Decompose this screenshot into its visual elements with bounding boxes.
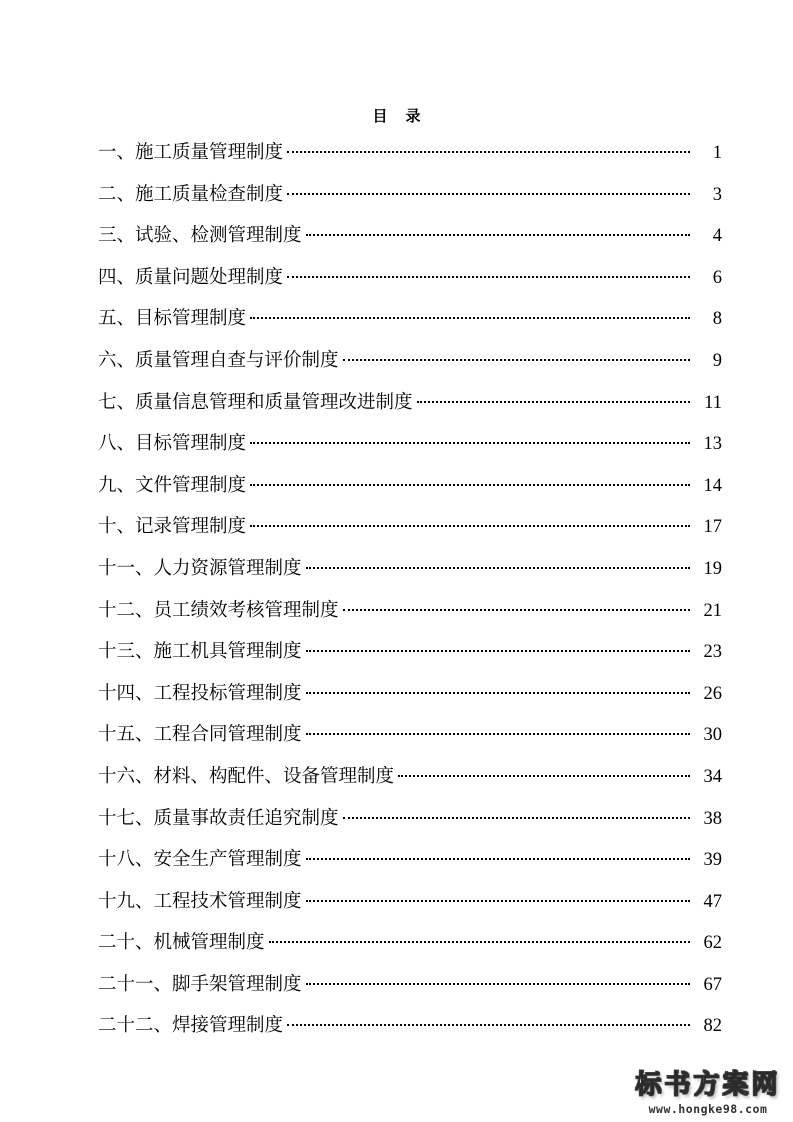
toc-entry[interactable] [98, 762, 722, 804]
toc-entry-label: 一、施工质量管理制度 [98, 142, 284, 163]
toc-entry-label: 十一、人力资源管理制度 [98, 557, 302, 579]
toc-leader [269, 941, 690, 943]
toc-entry-label: 二、施工质量检查制度 [98, 183, 284, 205]
toc-entry[interactable] [98, 1011, 722, 1053]
toc-entry-label: 三、试验、检测管理制度 [98, 225, 302, 247]
toc-entry-page: 39 [703, 850, 722, 871]
toc-entry-label: 十三、施工机具管理制度 [98, 641, 302, 663]
toc-leader [306, 567, 690, 569]
toc-leader [250, 484, 690, 486]
toc-entry[interactable] [98, 637, 722, 679]
toc-entry-page: 11 [704, 392, 722, 413]
toc-entry-label: 七、质量信息管理和质量管理改进制度 [98, 391, 413, 413]
toc-title-part-1: 目 [372, 107, 388, 125]
toc-entry-label: 十二、员工绩效考核管理制度 [98, 599, 339, 621]
toc-entry-page: 3 [712, 184, 722, 205]
toc-entry-page: 13 [703, 434, 722, 455]
toc-entry[interactable] [98, 928, 722, 970]
toc-leader [343, 609, 690, 611]
toc-entry[interactable] [98, 346, 722, 388]
toc-entry[interactable] [98, 887, 722, 929]
toc-entry-page: 47 [703, 891, 722, 912]
toc-entry[interactable] [98, 263, 722, 305]
toc-entry-label: 八、目标管理制度 [98, 433, 247, 455]
toc-leader [306, 983, 690, 985]
toc-entry[interactable] [98, 304, 722, 346]
toc-entry[interactable] [98, 720, 722, 762]
toc-entry[interactable] [98, 970, 722, 1012]
toc-entry-label: 九、文件管理制度 [98, 474, 247, 496]
toc-entry-label: 十四、工程投标管理制度 [98, 682, 302, 704]
toc-leader [250, 525, 690, 527]
toc-entry[interactable] [98, 845, 722, 887]
toc-leader [398, 775, 690, 777]
toc-leader [287, 1024, 690, 1026]
toc-entry-label: 二十、机械管理制度 [98, 932, 265, 954]
toc-leader [306, 858, 690, 860]
toc-entry-label: 二十一、脚手架管理制度 [98, 973, 302, 995]
toc-entry[interactable] [98, 554, 722, 596]
toc-leader [287, 193, 690, 195]
toc-entry-label: 十、记录管理制度 [98, 516, 247, 538]
toc-entry[interactable] [98, 138, 722, 180]
watermark-url: www.hongke98.com [648, 1102, 768, 1116]
toc-entry-page: 8 [712, 309, 722, 330]
toc-leader [287, 276, 690, 278]
toc-leader [306, 234, 690, 236]
toc-leader [417, 401, 690, 403]
toc-leader [343, 359, 690, 361]
toc-title [0, 104, 793, 128]
toc-entry-page: 1 [712, 143, 722, 163]
toc-entry-page: 17 [703, 517, 722, 538]
toc-entry[interactable] [98, 512, 722, 554]
watermark-logo-text: 标书方案网 [635, 1070, 781, 1100]
toc-entry-page: 14 [703, 475, 722, 496]
toc-entry[interactable] [98, 471, 722, 513]
toc-entry-label: 十七、质量事故责任追究制度 [98, 807, 339, 829]
toc-entry-page: 4 [712, 226, 722, 247]
toc-leader [250, 442, 690, 444]
toc-entry-label: 五、目标管理制度 [98, 308, 247, 330]
toc-leader [306, 900, 690, 902]
toc-entry[interactable] [98, 388, 722, 430]
toc-entry-page: 26 [703, 683, 722, 704]
toc-entry-label: 二十二、焊接管理制度 [98, 1015, 284, 1037]
toc-entry-label: 四、质量问题处理制度 [98, 266, 284, 288]
toc-entry[interactable] [98, 180, 722, 222]
toc-entry[interactable] [98, 221, 722, 263]
toc-entry-page: 23 [703, 642, 722, 663]
toc-leader [306, 692, 690, 694]
toc-entry-page: 38 [703, 808, 722, 829]
toc-title-part-2: 录 [405, 107, 421, 125]
toc-leader [306, 650, 690, 652]
toc-entry-label: 六、质量管理自查与评价制度 [98, 349, 339, 371]
watermark [633, 1068, 783, 1116]
toc-entry-page: 82 [703, 1016, 722, 1037]
toc-entry-label: 十五、工程合同管理制度 [98, 724, 302, 746]
toc-leader [306, 733, 690, 735]
toc-entry-label: 十九、工程技术管理制度 [98, 890, 302, 912]
toc-leader [250, 317, 690, 319]
toc-entry-page: 6 [712, 267, 722, 288]
toc-entry-page: 19 [703, 558, 722, 579]
toc-entry-page: 34 [703, 766, 722, 787]
toc-entry-page: 9 [712, 350, 722, 371]
toc-entry-page: 67 [703, 974, 722, 995]
toc-entry[interactable] [98, 679, 722, 721]
toc-entry-label: 十八、安全生产管理制度 [98, 849, 302, 871]
toc-entry-page: 62 [703, 933, 722, 954]
toc-entry[interactable] [98, 596, 722, 638]
toc-entry[interactable] [98, 804, 722, 846]
toc-entry-page: 21 [703, 600, 722, 621]
toc-entry-label: 十六、材料、构配件、设备管理制度 [98, 765, 395, 787]
toc-entry[interactable] [98, 429, 722, 471]
toc-entry-page: 30 [703, 725, 722, 746]
toc-leader [343, 817, 690, 819]
toc-leader [287, 151, 690, 153]
toc-list [98, 138, 722, 1053]
